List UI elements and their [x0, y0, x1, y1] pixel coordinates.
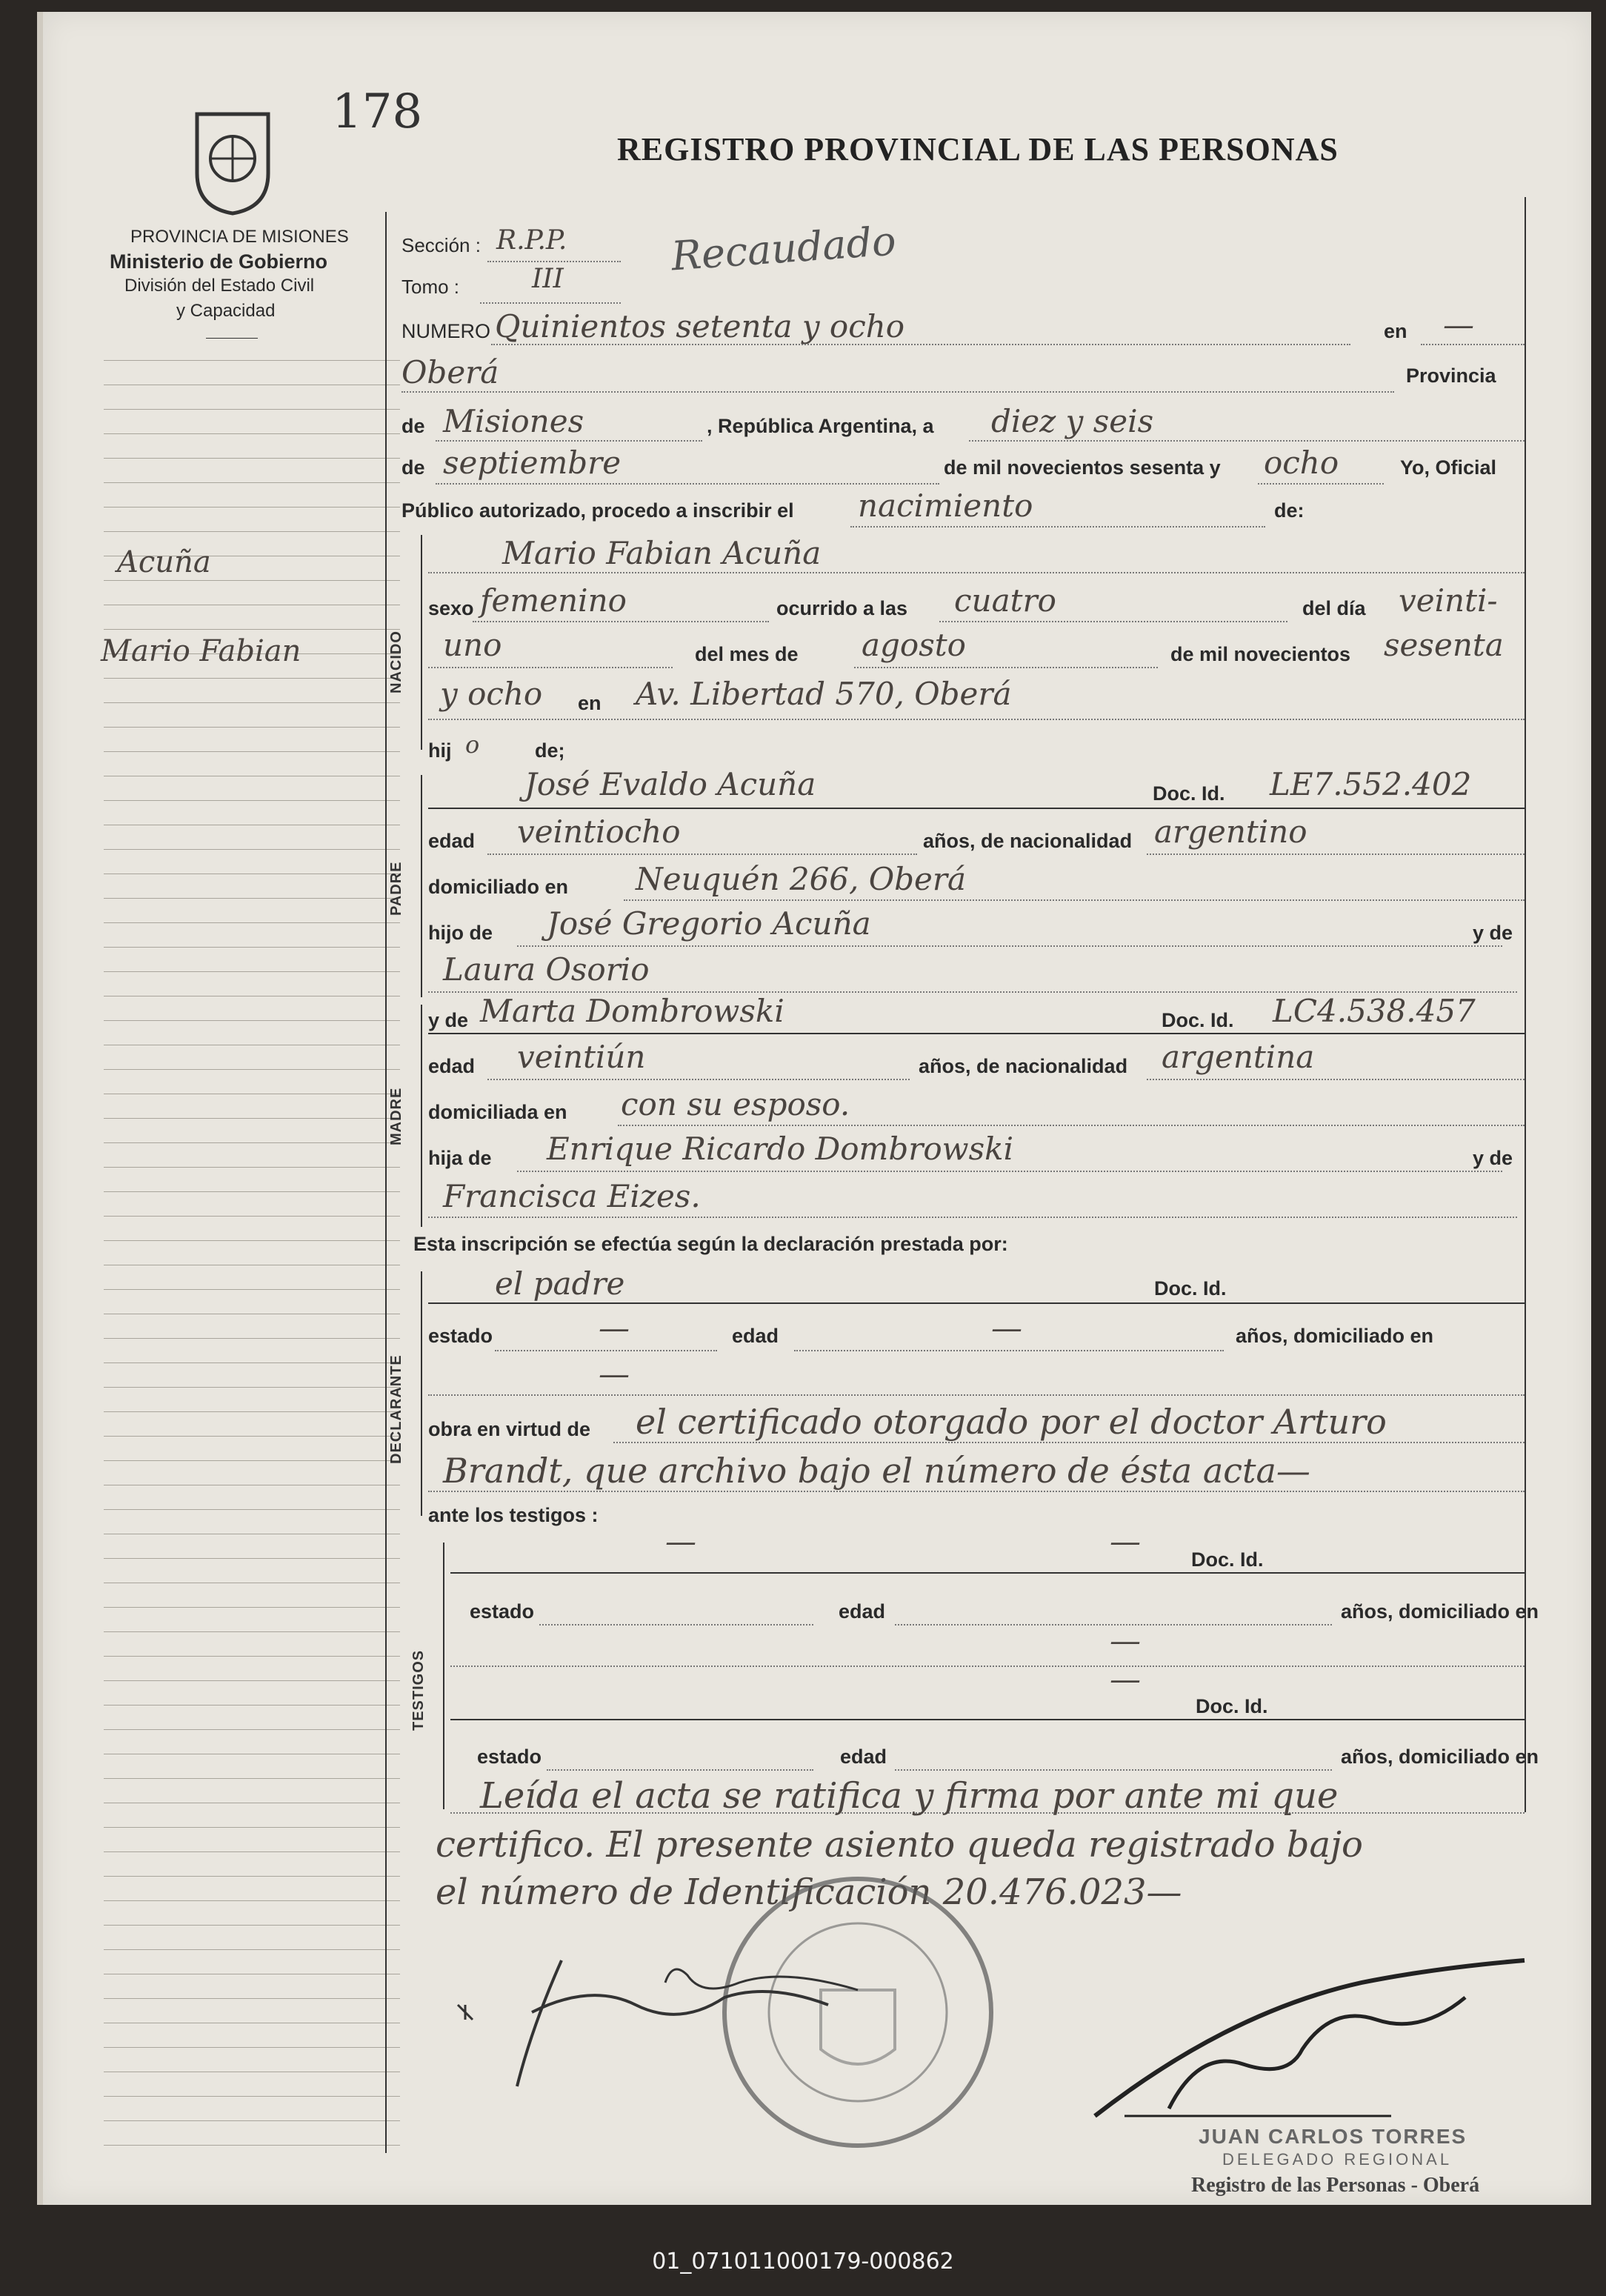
label-testigo2-doc: Doc. Id.	[1196, 1695, 1268, 1717]
label-hijo: hij	[428, 739, 452, 762]
margin-rule	[104, 1656, 400, 1657]
value-cierre-2: certifico. El presente asiento queda registrado bajo	[436, 1824, 1363, 1866]
value-declarante-domicilio: —	[599, 1356, 630, 1392]
label-testigo1-edad: edad	[839, 1600, 886, 1623]
label-sexo: sexo	[428, 597, 474, 619]
label-declarante-estado: estado	[428, 1325, 493, 1347]
value-dia: diez y seis	[991, 403, 1154, 439]
label-madre-doc: Doc. Id.	[1162, 1009, 1234, 1031]
value-madre: Marta Dombrowski	[480, 993, 784, 1029]
official-signature-icon	[1080, 1938, 1539, 2131]
value-mes-nac: agosto	[862, 627, 966, 663]
margin-rule	[104, 1191, 400, 1192]
margin-rule	[104, 1167, 400, 1168]
margin-rule	[104, 1362, 400, 1363]
value-madre-domicilio: con su esposo.	[621, 1086, 850, 1122]
margin-rule	[104, 507, 400, 508]
label-de: de	[402, 415, 425, 437]
margin-rule	[104, 1460, 400, 1461]
margin-rule	[104, 1949, 400, 1950]
margin-rule	[104, 433, 400, 434]
margin-rule	[104, 1289, 400, 1290]
agency-line-2: Ministerio de Gobierno	[110, 250, 328, 273]
value-padre-nac: argentino	[1154, 813, 1307, 850]
margin-rule	[104, 1607, 400, 1608]
margin-rule	[104, 800, 400, 801]
label-esta-inscripcion: Esta inscripción se efectúa según la declaración prestada por:	[413, 1233, 1008, 1255]
label-padre-doc: Doc. Id.	[1153, 782, 1225, 805]
label-padre-domicilio: domiciliado en	[428, 876, 569, 898]
margin-rule	[104, 922, 400, 923]
agency-line-4: y Capacidad	[176, 301, 276, 321]
label-testigo2-estado: estado	[477, 1746, 542, 1768]
section-padre: PADRE	[388, 861, 404, 916]
label-republica: , República Argentina, a	[707, 415, 934, 437]
margin-rule	[104, 458, 400, 459]
margin-rule	[104, 1338, 400, 1339]
value-ano-nac: sesenta	[1384, 627, 1504, 663]
label-testigos: ante los testigos :	[428, 1504, 599, 1526]
recaudado-stamp: Recaudado	[670, 217, 898, 280]
margin-rule	[104, 1118, 400, 1119]
margin-rule	[104, 580, 400, 581]
margin-rule	[104, 751, 400, 752]
margin-rule	[104, 727, 400, 728]
value-madre-madre: Francisca Eizes.	[443, 1178, 701, 1214]
value-ano-nac-2: y ocho	[440, 676, 543, 712]
value-padre-doc: LE7.552.402	[1270, 766, 1472, 802]
margin-rule	[104, 409, 400, 410]
label-madre-y-de-2: y de	[1473, 1147, 1513, 1169]
value-padre: José Evaldo Acuña	[524, 766, 816, 802]
value-numero: Quinientos setenta y ocho	[495, 308, 905, 345]
label-declarante-doc: Doc. Id.	[1154, 1277, 1227, 1300]
margin-rule	[104, 629, 400, 630]
margin-rule	[104, 1900, 400, 1901]
value-madre-padre: Enrique Ricardo Dombrowski	[547, 1131, 1013, 1167]
label-testigo2-anos-dom: años, domiciliado en	[1341, 1746, 1539, 1768]
label-madre-hija-de: hija de	[428, 1147, 492, 1169]
value-testigo2-nombre: —	[1110, 1661, 1141, 1697]
section-testigos: TESTIGOS	[410, 1649, 427, 1731]
margin-rule	[104, 2120, 400, 2121]
label-padre-y-de: y de	[1473, 922, 1513, 944]
label-declarante-edad: edad	[732, 1325, 779, 1347]
label-testigo1-doc: Doc. Id.	[1191, 1548, 1264, 1571]
margin-rule	[104, 1436, 400, 1437]
value-tomo: III	[532, 264, 564, 294]
document-title: REGISTRO PROVINCIAL DE LAS PERSONAS	[617, 131, 1339, 167]
margin-rule	[104, 360, 400, 361]
label-ocurrido: ocurrido a las	[776, 597, 908, 619]
value-padre-domicilio: Neuquén 266, Oberá	[636, 861, 967, 897]
value-madre-doc: LC4.538.457	[1273, 993, 1476, 1029]
margin-rule	[104, 971, 400, 972]
label-yo-oficial: Yo, Oficial	[1400, 456, 1497, 479]
margin-surname: Acuña	[117, 545, 211, 579]
margin-rule	[104, 2145, 400, 2146]
margin-divider	[385, 212, 387, 2153]
value-provincia: Misiones	[443, 403, 584, 439]
value-ano: ocho	[1264, 445, 1339, 481]
margin-rule	[104, 1705, 400, 1706]
margin-rule	[104, 849, 400, 850]
agency-line-1: PROVINCIA DE MISIONES	[130, 227, 349, 247]
label-padre-anos-nac: años, de nacionalidad	[923, 830, 1133, 852]
value-obra-2: Brandt, que archivo bajo el número de ésta acta—	[443, 1451, 1310, 1491]
margin-rule	[104, 947, 400, 948]
label-provincia: Provincia	[1406, 365, 1496, 387]
margin-rule	[104, 1509, 400, 1510]
margin-rule	[104, 678, 400, 679]
register-page	[37, 12, 1591, 2205]
value-acto: nacimiento	[858, 488, 1033, 524]
value-padre-edad: veintiocho	[517, 813, 681, 850]
value-testigo1-nombre-b: —	[1110, 1523, 1141, 1560]
label-tomo: Tomo :	[402, 276, 460, 298]
page-number: 178	[332, 84, 423, 139]
margin-rule	[104, 1680, 400, 1681]
value-mes: septiembre	[443, 445, 622, 481]
margin-rule	[104, 1729, 400, 1730]
label-testigo1-anos-dom: años, domiciliado en	[1341, 1600, 1539, 1623]
label-publico: Público autorizado, procedo a inscribir el	[402, 499, 794, 522]
value-cierre-1: Leída el acta se ratifica y firma por ante mi que	[480, 1775, 1339, 1817]
label-madre-anos-nac: años, de nacionalidad	[919, 1055, 1128, 1077]
label-del-mes: del mes de	[695, 643, 799, 665]
label-padre-hijo-de: hijo de	[428, 922, 493, 944]
value-obra-1: el certificado otorgado por el doctor Arturo	[636, 1402, 1387, 1442]
value-padre-madre: Laura Osorio	[443, 951, 650, 988]
value-hora: cuatro	[954, 582, 1056, 619]
margin-rule	[104, 1851, 400, 1852]
margin-rule	[104, 1876, 400, 1877]
value-madre-nac: argentina	[1162, 1039, 1315, 1075]
label-de-colon: de:	[1274, 499, 1305, 522]
value-testigo1-nombre: —	[665, 1523, 696, 1560]
province-seal-icon	[190, 107, 276, 216]
label-testigo1-estado: estado	[470, 1600, 535, 1623]
margin-rule	[104, 1925, 400, 1926]
agency-line-3: División del Estado Civil	[124, 276, 315, 296]
margin-rule	[104, 898, 400, 899]
section-declarante: DECLARANTE	[388, 1354, 404, 1464]
value-padre-padre: José Gregorio Acuña	[547, 905, 871, 942]
margin-rule	[104, 1778, 400, 1779]
margin-rule	[104, 1069, 400, 1070]
margin-rule	[104, 702, 400, 703]
label-seccion: Sección :	[402, 234, 481, 256]
left-signature-text	[502, 1968, 810, 2012]
official-title: DELEGADO REGIONAL	[1222, 2150, 1453, 2169]
value-en: —	[1443, 307, 1474, 343]
margin-rule	[104, 1411, 400, 1412]
value-city: Oberá	[402, 354, 499, 390]
label-en: en	[1384, 320, 1407, 342]
official-name: JUAN CARLOS TORRES	[1199, 2125, 1467, 2148]
value-madre-edad: veintiún	[517, 1039, 646, 1075]
margin-rule	[104, 2096, 400, 2097]
value-declarante-estado: —	[599, 1310, 630, 1346]
label-obra: obra en virtud de	[428, 1418, 591, 1440]
section-nacido: NACIDO	[388, 630, 404, 693]
margin-rule	[104, 1216, 400, 1217]
value-dia-nac-2: uno	[443, 627, 502, 663]
margin-rule	[104, 482, 400, 483]
value-seccion: R.P.P.	[496, 225, 567, 256]
label-madre-domicilio: domiciliada en	[428, 1101, 567, 1123]
value-cierre-3: el número de Identificación 20.476.023—	[436, 1871, 1182, 1913]
margin-given-names: Mario Fabian	[101, 634, 301, 668]
margin-rule	[104, 1827, 400, 1828]
margin-rule	[104, 1558, 400, 1559]
official-office: Registro de las Personas - Oberá	[1191, 2174, 1480, 2197]
value-testigo1-estado: —	[1110, 1623, 1141, 1659]
value-declarante: el padre	[495, 1265, 625, 1302]
margin-rule	[104, 1998, 400, 1999]
label-declarante-anos-dom: años, domiciliado en	[1236, 1325, 1434, 1347]
label-madre-y-de: y de	[428, 1009, 469, 1031]
label-testigo2-edad: edad	[840, 1746, 887, 1768]
label-de-semi: de;	[535, 739, 565, 762]
margin-rule	[104, 1631, 400, 1632]
label-madre-edad: edad	[428, 1055, 476, 1077]
margin-rule	[104, 531, 400, 532]
value-declarante-edad: —	[991, 1310, 1022, 1346]
value-nombre: Mario Fabian Acuña	[502, 535, 822, 571]
value-dia-nac-1: veinti-	[1399, 582, 1498, 619]
margin-rule	[104, 1387, 400, 1388]
label-de-mes: de	[402, 456, 425, 479]
label-padre-edad: edad	[428, 830, 476, 852]
label-mil-sesenta: de mil novecientos sesenta y	[944, 456, 1221, 479]
label-en-lugar: en	[578, 692, 602, 714]
left-signature-icon	[443, 1938, 917, 2101]
margin-rule	[104, 1240, 400, 1241]
value-hijo-o: o	[465, 731, 480, 759]
margin-rule	[104, 1020, 400, 1021]
label-del-dia: del día	[1302, 597, 1366, 619]
section-madre: MADRE	[388, 1087, 404, 1145]
margin-rule	[104, 1142, 400, 1143]
margin-rule	[104, 2047, 400, 2048]
value-sexo: femenino	[480, 582, 627, 619]
label-numero: NUMERO	[402, 320, 490, 342]
scan-footer-id: 01_071011000179-000862	[652, 2249, 954, 2275]
label-mil-nov: de mil novecientos	[1170, 643, 1351, 665]
value-lugar: Av. Libertad 570, Oberá	[636, 676, 1012, 712]
